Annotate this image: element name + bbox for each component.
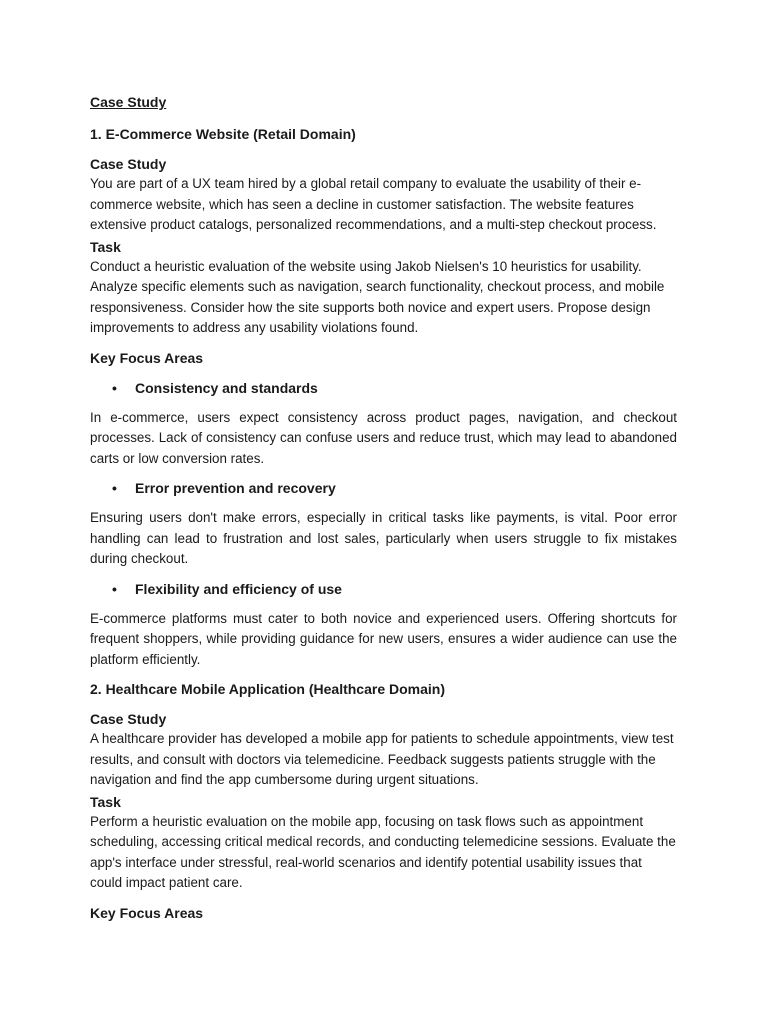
section-2-case-study-text: A healthcare provider has developed a mobile app for patients to schedule appointments, view test results, and consult with doctors via telemedicine. Feedback suggests patients struggle with the navigation and find the app cumbersome during urgent situations. xyxy=(90,731,674,787)
bullet-icon: • xyxy=(112,580,117,597)
focus-area-text: Ensuring users don't make errors, especially in critical tasks like payments, is vital. Poor error handling can lead to frustration and lost sales, particularly when users struggle to fix mistakes during checkout. xyxy=(90,510,677,566)
section-1-case-study-text: You are part of a UX team hired by a global retail company to evaluate the usability of their e-commerce website, which has seen a decline in customer satisfaction. The website features extensive product catalogs, personalized recommendations, and a multi-step checkout process. xyxy=(90,176,657,232)
focus-area-bullet-flexibility xyxy=(90,579,677,599)
section-2-case-study-label: Case Study xyxy=(90,711,167,727)
section-2-task-label: Task xyxy=(90,793,121,810)
bullet-icon: • xyxy=(112,379,117,396)
bullet-icon: • xyxy=(112,480,117,496)
section-1-heading: 1. E-Commerce Website (Retail Domain) xyxy=(90,126,356,142)
focus-area-text: In e-commerce, users expect consistency across product pages, navigation, and checkout processes. Lack of consistency can confuse users and reduce trust, which may lead to abandoned carts or low conversion rates. xyxy=(90,409,677,466)
section-1-task-label: Task xyxy=(90,238,121,255)
section-1-key-focus-heading: Key Focus Areas xyxy=(90,349,204,366)
focus-area-bullet-consistency xyxy=(90,378,677,398)
focus-area-bullet-error-prevention xyxy=(90,478,677,498)
section-2-heading: 2. Healthcare Mobile Application (Healthcare Domain) xyxy=(90,681,446,697)
section-1-case-study-label: Case Study xyxy=(90,156,167,172)
section-2-key-focus-heading: Key Focus Areas xyxy=(90,904,204,921)
focus-area-title: Flexibility and efficiency of use xyxy=(135,580,342,597)
document-title: Case Study xyxy=(90,94,167,110)
section-1-task-text: Conduct a heuristic evaluation of the website using Jakob Nielsen's 10 heuristics for usability. Analyze specific elements such as navigation, search functionality, checkout process, and mobile responsiveness. Consider how the site supports both novice and expert users. Propose design improvements to address any usability violations found. xyxy=(90,258,665,335)
focus-area-title: Consistency and standards xyxy=(135,379,318,396)
focus-area-title: Error prevention and recovery xyxy=(135,480,336,496)
section-2-task-text: Perform a heuristic evaluation on the mobile app, focusing on task flows such as appointment scheduling, accessing critical medical records, and conducting telemedicine sessions. Evaluate the app's interface under stressful, real-world scenarios and identify potential usability issues that could impact patient care. xyxy=(90,813,676,890)
focus-area-text: E-commerce platforms must cater to both novice and experienced users. Offering shortcuts for frequent shoppers, while providing guidance for new users, ensures a wider audience can use the platform efficiently. xyxy=(90,610,677,667)
